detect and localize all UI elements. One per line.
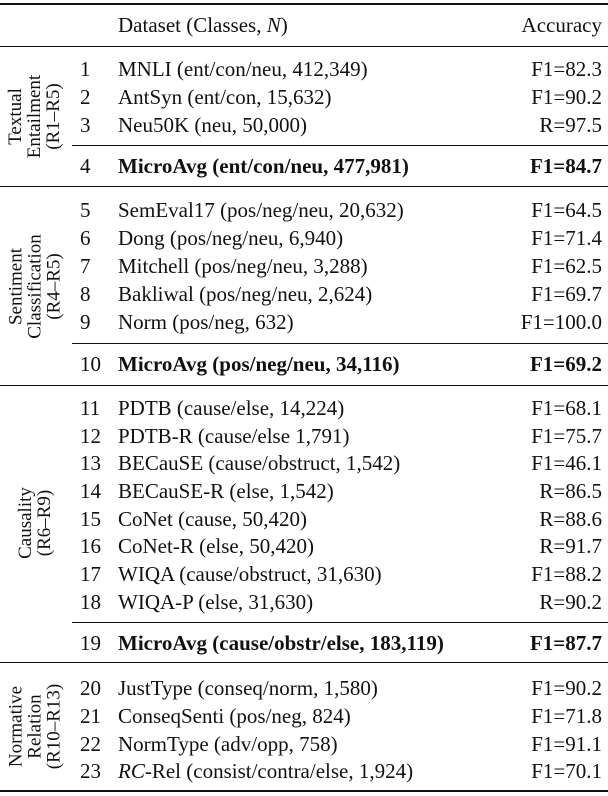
dataset-name: NormType (adv/opp, 758) (118, 732, 338, 756)
dataset-name: Mitchell (pos/neg/neu, 3,288) (118, 254, 368, 278)
row-number: 8 (80, 282, 91, 306)
micro-avg-name: MicroAvg (pos/neg/neu, 34,116) (118, 352, 400, 376)
accuracy-value: F1=82.3 (531, 57, 602, 81)
row-number: 1 (80, 57, 91, 81)
dataset-suffix: -Rel (consist/contra/else, 1,924) (144, 759, 414, 783)
dataset-name: CoNet (cause, 50,420) (118, 507, 307, 531)
accuracy-value: F1=62.5 (531, 254, 602, 278)
dataset-name: WIQA (cause/obstruct, 31,630) (118, 562, 382, 586)
accuracy-value: R=86.5 (539, 479, 602, 503)
micro-rule (72, 622, 608, 623)
row-number: 7 (80, 254, 91, 278)
group-label-sentiment-classification: Sentiment Classification (R4–R5) (5, 233, 65, 339)
row-number: 16 (80, 534, 101, 558)
header-accuracy: Accuracy (521, 13, 602, 37)
accuracy-value: F1=100.0 (520, 310, 602, 334)
group-label-normative-relation: Normative Relation (R10–R13) (5, 683, 65, 769)
accuracy-value: F1=70.1 (531, 759, 602, 783)
dataset-name: MNLI (ent/con/neu, 412,349) (118, 57, 368, 81)
bottom-rule (0, 790, 608, 792)
row-number: 5 (80, 198, 91, 222)
dataset-name: SemEval17 (pos/neg/neu, 20,632) (118, 198, 404, 222)
accuracy-value: F1=90.2 (531, 676, 602, 700)
accuracy-value: F1=71.4 (531, 226, 602, 250)
dataset-name: Neu50K (neu, 50,000) (118, 113, 307, 137)
group-rule (0, 385, 608, 386)
dataset-name (118, 757, 413, 785)
accuracy-value: F1=90.2 (531, 85, 602, 109)
micro-rule (72, 145, 608, 146)
micro-avg-value: F1=69.2 (529, 352, 602, 376)
group-label-causality: Causality (R6–R9) (15, 487, 55, 559)
row-number: 11 (80, 396, 101, 420)
row-number: 18 (80, 590, 101, 614)
dataset-name: Bakliwal (pos/neg/neu, 2,624) (118, 282, 373, 306)
micro-avg-value: F1=87.7 (529, 631, 602, 655)
accuracy-value: F1=71.8 (531, 704, 602, 728)
dataset-name: ConseqSenti (pos/neg, 824) (118, 704, 351, 728)
row-number: 6 (80, 226, 91, 250)
micro-row-number: 19 (80, 631, 101, 655)
row-number: 2 (80, 85, 91, 109)
dataset-name: AntSyn (ent/con, 15,632) (118, 85, 332, 109)
micro-row-number: 4 (80, 154, 91, 178)
row-number: 17 (80, 562, 101, 586)
micro-avg-value: F1=84.7 (529, 154, 602, 178)
accuracy-value: F1=64.5 (531, 198, 602, 222)
dataset-name: Dong (pos/neg/neu, 6,940) (118, 226, 344, 250)
header-dataset: Dataset (Classes, N) (118, 13, 288, 37)
accuracy-value: F1=75.7 (531, 424, 602, 448)
row-number: 3 (80, 113, 91, 137)
row-number: 21 (80, 704, 101, 728)
dataset-name: CoNet-R (else, 50,420) (118, 534, 314, 558)
micro-avg-name: MicroAvg (ent/con/neu, 477,981) (118, 154, 409, 178)
dataset-name: JustType (conseq/norm, 1,580) (118, 676, 378, 700)
accuracy-value: R=91.7 (539, 534, 602, 558)
dataset-name: Norm (pos/neg, 632) (118, 310, 294, 334)
header-rule (0, 46, 608, 47)
group-rule (0, 186, 608, 187)
dataset-name: PDTB (cause/else, 14,224) (118, 396, 345, 420)
group-rule (0, 662, 608, 663)
micro-row-number: 10 (80, 352, 101, 376)
dataset-name: PDTB-R (cause/else 1,791) (118, 424, 350, 448)
dataset-name: BECauSE (cause/obstruct, 1,542) (118, 451, 401, 475)
accuracy-value: F1=91.1 (531, 732, 602, 756)
row-number: 12 (80, 424, 101, 448)
accuracy-value: F1=69.7 (531, 282, 602, 306)
dataset-name: WIQA-P (else, 31,630) (118, 590, 314, 614)
group-label-textual-entailment: Textual Entailment (R1–R5) (5, 74, 65, 158)
accuracy-value: F1=88.2 (531, 562, 602, 586)
micro-rule (72, 343, 608, 344)
row-number: 20 (80, 676, 101, 700)
top-rule (0, 3, 608, 5)
dataset-name: BECauSE-R (else, 1,542) (118, 479, 334, 503)
accuracy-value: R=88.6 (539, 507, 602, 531)
row-number: 15 (80, 507, 101, 531)
row-number: 22 (80, 732, 101, 756)
dataset-italic-prefix: RC (118, 759, 145, 783)
row-number: 9 (80, 310, 91, 334)
accuracy-value: F1=68.1 (531, 396, 602, 420)
row-number: 13 (80, 451, 101, 475)
accuracy-value: R=97.5 (539, 113, 602, 137)
accuracy-value: F1=46.1 (531, 451, 602, 475)
row-number: 14 (80, 479, 101, 503)
row-number: 23 (80, 759, 101, 783)
micro-avg-name: MicroAvg (cause/obstr/else, 183,119) (118, 631, 444, 655)
accuracy-value: R=90.2 (539, 590, 602, 614)
